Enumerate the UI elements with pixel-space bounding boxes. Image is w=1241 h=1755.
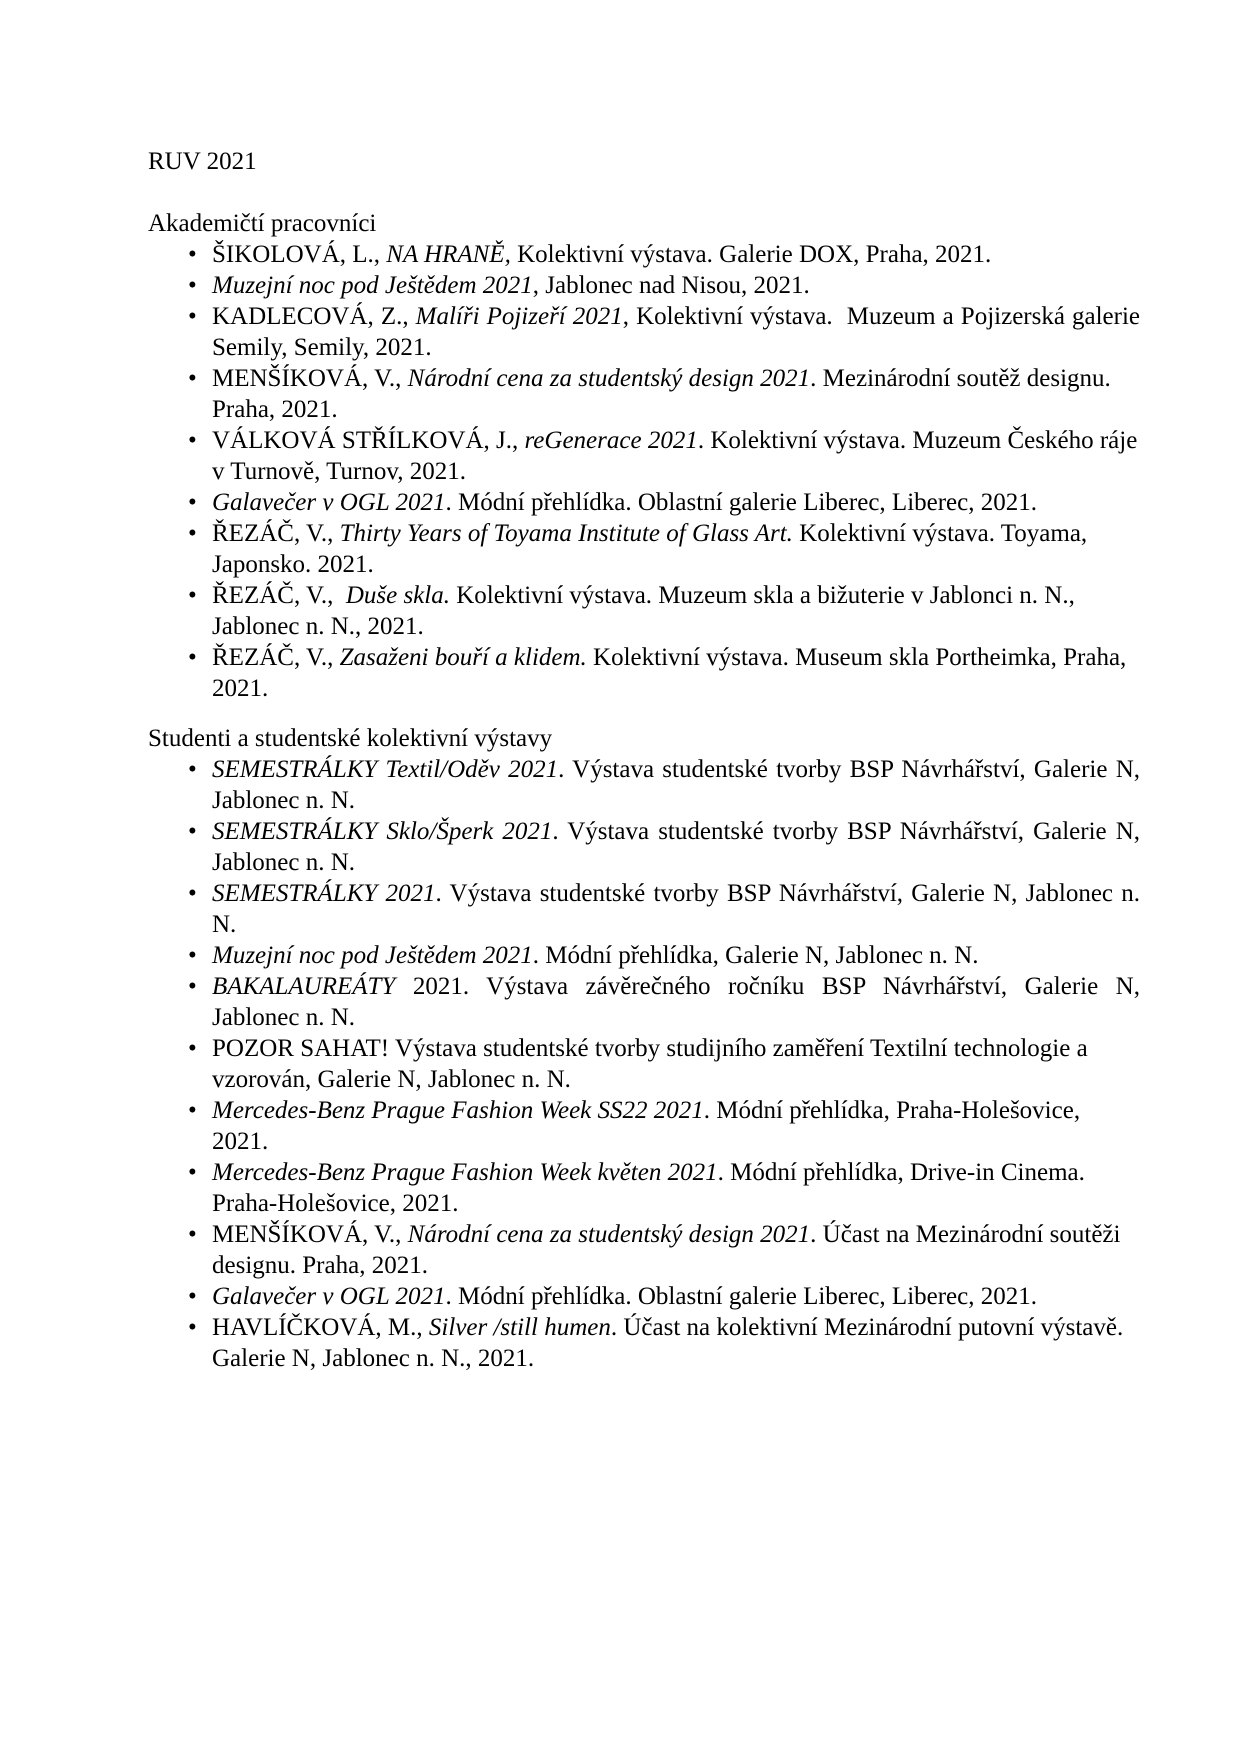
bullet-icon: • bbox=[188, 489, 197, 516]
bullet-icon: • bbox=[188, 818, 197, 845]
bullet-list bbox=[148, 239, 1140, 704]
text-run: . Výstava studentské tvorby BSP Návrhářství, Galerie N, Jablonec n. N. bbox=[212, 818, 1140, 876]
text-run: MENŠÍKOVÁ, V., bbox=[212, 1221, 408, 1248]
list-item bbox=[148, 239, 1140, 270]
text-run: . Módní přehlídka. Oblastní galerie Liberec, Liberec, 2021. bbox=[445, 1283, 1037, 1310]
italic-text-run: reGenerace 2021 bbox=[524, 427, 698, 454]
italic-text-run: Národní cena za studentský design 2021 bbox=[407, 1221, 811, 1248]
text-run: , Kolektivní výstava. Muzeum a Pojizerská galerie Semily, Semily, 2021. bbox=[212, 303, 1140, 361]
text-run: ŘEZÁČ, V., bbox=[212, 582, 346, 609]
list-item bbox=[148, 425, 1140, 487]
bullet-icon: • bbox=[188, 365, 197, 392]
bullet-icon: • bbox=[188, 1283, 197, 1310]
italic-text-run: Silver /still humen bbox=[428, 1314, 611, 1341]
text-run: . Módní přehlídka, Drive-in Cinema. Praha-Holešovice, 2021. bbox=[212, 1159, 1085, 1217]
bullet-icon: • bbox=[188, 880, 197, 907]
italic-text-run: Thirty Years of Toyama Institute of Glass Art. bbox=[339, 520, 793, 547]
bullet-list bbox=[148, 754, 1140, 1374]
section-heading: Akademičtí pracovníci bbox=[148, 210, 377, 237]
text-run: HAVLÍČKOVÁ, M., bbox=[212, 1314, 429, 1341]
list-item bbox=[148, 940, 1140, 971]
bullet-icon: • bbox=[188, 520, 197, 547]
text-run: Kolektivní výstava. Muzeum skla a bižuterie v Jablonci n. N., Jablonec n. N., 2021. bbox=[212, 582, 1075, 640]
text-run: . Účast na kolektivní Mezinárodní putovní výstavě. Galerie N, Jablonec n. N., 2021. bbox=[212, 1314, 1124, 1372]
italic-text-run: BAKALAUREÁTY bbox=[212, 973, 396, 1000]
text-run: . Účast na Mezinárodní soutěži designu. Praha, 2021. bbox=[212, 1221, 1121, 1279]
italic-text-run: SEMESTRÁLKY Textil/Oděv 2021 bbox=[212, 756, 559, 783]
text-run: . Výstava studentské tvorby BSP Návrhářství, Galerie N, Jablonec n. N. bbox=[212, 756, 1140, 814]
list-item bbox=[148, 1095, 1140, 1157]
text-run: , Jablonec nad Nisou, 2021. bbox=[532, 272, 810, 299]
text-run: ŠIKOLOVÁ, L., bbox=[212, 241, 387, 268]
italic-text-run: SEMESTRÁLKY Sklo/Šperk 2021 bbox=[212, 818, 553, 845]
list-item bbox=[148, 816, 1140, 878]
list-item bbox=[148, 363, 1140, 425]
list-item bbox=[148, 1219, 1140, 1281]
bullet-icon: • bbox=[188, 942, 197, 969]
text-run: VÁLKOVÁ STŘÍLKOVÁ, J., bbox=[212, 427, 525, 454]
italic-text-run: Duše skla. bbox=[345, 582, 450, 609]
bullet-icon: • bbox=[188, 644, 197, 671]
text-run: Kolektivní výstava. Toyama, Japonsko. 2021. bbox=[212, 520, 1088, 578]
text-run: ŘEZÁČ, V., bbox=[212, 520, 340, 547]
bullet-icon: • bbox=[188, 582, 197, 609]
bullet-icon: • bbox=[188, 241, 197, 268]
text-run: . Mezinárodní soutěž designu. Praha, 2021. bbox=[212, 365, 1111, 423]
list-item bbox=[148, 580, 1140, 642]
text-run: . Módní přehlídka. Oblastní galerie Liberec, Liberec, 2021. bbox=[445, 489, 1037, 516]
bullet-icon: • bbox=[188, 756, 197, 783]
text-run: Kolektivní výstava. Galerie DOX, Praha, 2021. bbox=[510, 241, 992, 268]
bullet-icon: • bbox=[188, 1221, 197, 1248]
text-run: ŘEZÁČ, V., bbox=[212, 644, 340, 671]
list-item bbox=[148, 487, 1140, 518]
italic-text-run: Mercedes-Benz Prague Fashion Week květen 2021 bbox=[212, 1159, 718, 1186]
bullet-icon: • bbox=[188, 427, 197, 454]
italic-text-run: Muzejní noc pod Ještědem 2021 bbox=[212, 942, 533, 969]
bullet-icon: • bbox=[188, 1314, 197, 1341]
list-item bbox=[148, 1033, 1140, 1095]
section-akademicti-pracovnici bbox=[148, 208, 1140, 704]
text-run: . Módní přehlídka, Praha-Holešovice, 2021. bbox=[212, 1097, 1081, 1155]
list-item bbox=[148, 878, 1140, 940]
bullet-icon: • bbox=[188, 1159, 197, 1186]
text-run: . Výstava studentské tvorby BSP Návrhářství, Galerie N, Jablonec n. N. bbox=[212, 880, 1141, 938]
italic-text-run: Zasaženi bouří a klidem. bbox=[339, 644, 587, 671]
italic-text-run: Galavečer v OGL 2021 bbox=[212, 1283, 446, 1310]
section-heading: Studenti a studentské kolektivní výstavy bbox=[148, 725, 553, 752]
italic-text-run: Národní cena za studentský design 2021 bbox=[407, 365, 811, 392]
list-item bbox=[148, 1157, 1140, 1219]
list-item bbox=[148, 270, 1140, 301]
text-run: KADLECOVÁ, Z., bbox=[212, 303, 416, 330]
bullet-icon: • bbox=[188, 1035, 197, 1062]
italic-text-run: SEMESTRÁLKY 2021 bbox=[212, 880, 436, 907]
list-item bbox=[148, 1281, 1140, 1312]
italic-text-run: Galavečer v OGL 2021 bbox=[212, 489, 446, 516]
italic-text-run: Mercedes-Benz Prague Fashion Week SS22 2021 bbox=[212, 1097, 704, 1124]
italic-text-run: Malíři Pojizeří 2021 bbox=[415, 303, 623, 330]
page-title: RUV 2021 bbox=[148, 148, 257, 175]
italic-text-run: NA HRANĚ, bbox=[386, 241, 511, 268]
text-run: . Kolektivní výstava. Muzeum Českého ráje v Turnově, Turnov, 2021. bbox=[212, 427, 1138, 485]
list-item bbox=[148, 1312, 1140, 1374]
bullet-icon: • bbox=[188, 973, 197, 1000]
text-run: MENŠÍKOVÁ, V., bbox=[212, 365, 408, 392]
list-item bbox=[148, 301, 1140, 363]
italic-text-run: Muzejní noc pod Ještědem 2021 bbox=[212, 272, 533, 299]
bullet-icon: • bbox=[188, 303, 197, 330]
text-run: . Módní přehlídka, Galerie N, Jablonec n. N. bbox=[532, 942, 979, 969]
list-item bbox=[148, 518, 1140, 580]
list-item bbox=[148, 754, 1140, 816]
bullet-icon: • bbox=[188, 272, 197, 299]
text-run: Kolektivní výstava. Museum skla Portheimka, Praha, 2021. bbox=[212, 644, 1127, 702]
section-studenti-vystavy bbox=[148, 723, 1140, 1374]
text-run: 2021. Výstava závěrečného ročníku BSP Návrhářství, Galerie N, Jablonec n. N. bbox=[212, 973, 1140, 1031]
bullet-icon: • bbox=[188, 1097, 197, 1124]
list-item bbox=[148, 971, 1140, 1033]
list-item bbox=[148, 642, 1140, 704]
text-run: POZOR SAHAT! Výstava studentské tvorby studijního zaměření Textilní technologie a vzorován, Galerie N, Jablonec n. N. bbox=[212, 1035, 1088, 1093]
